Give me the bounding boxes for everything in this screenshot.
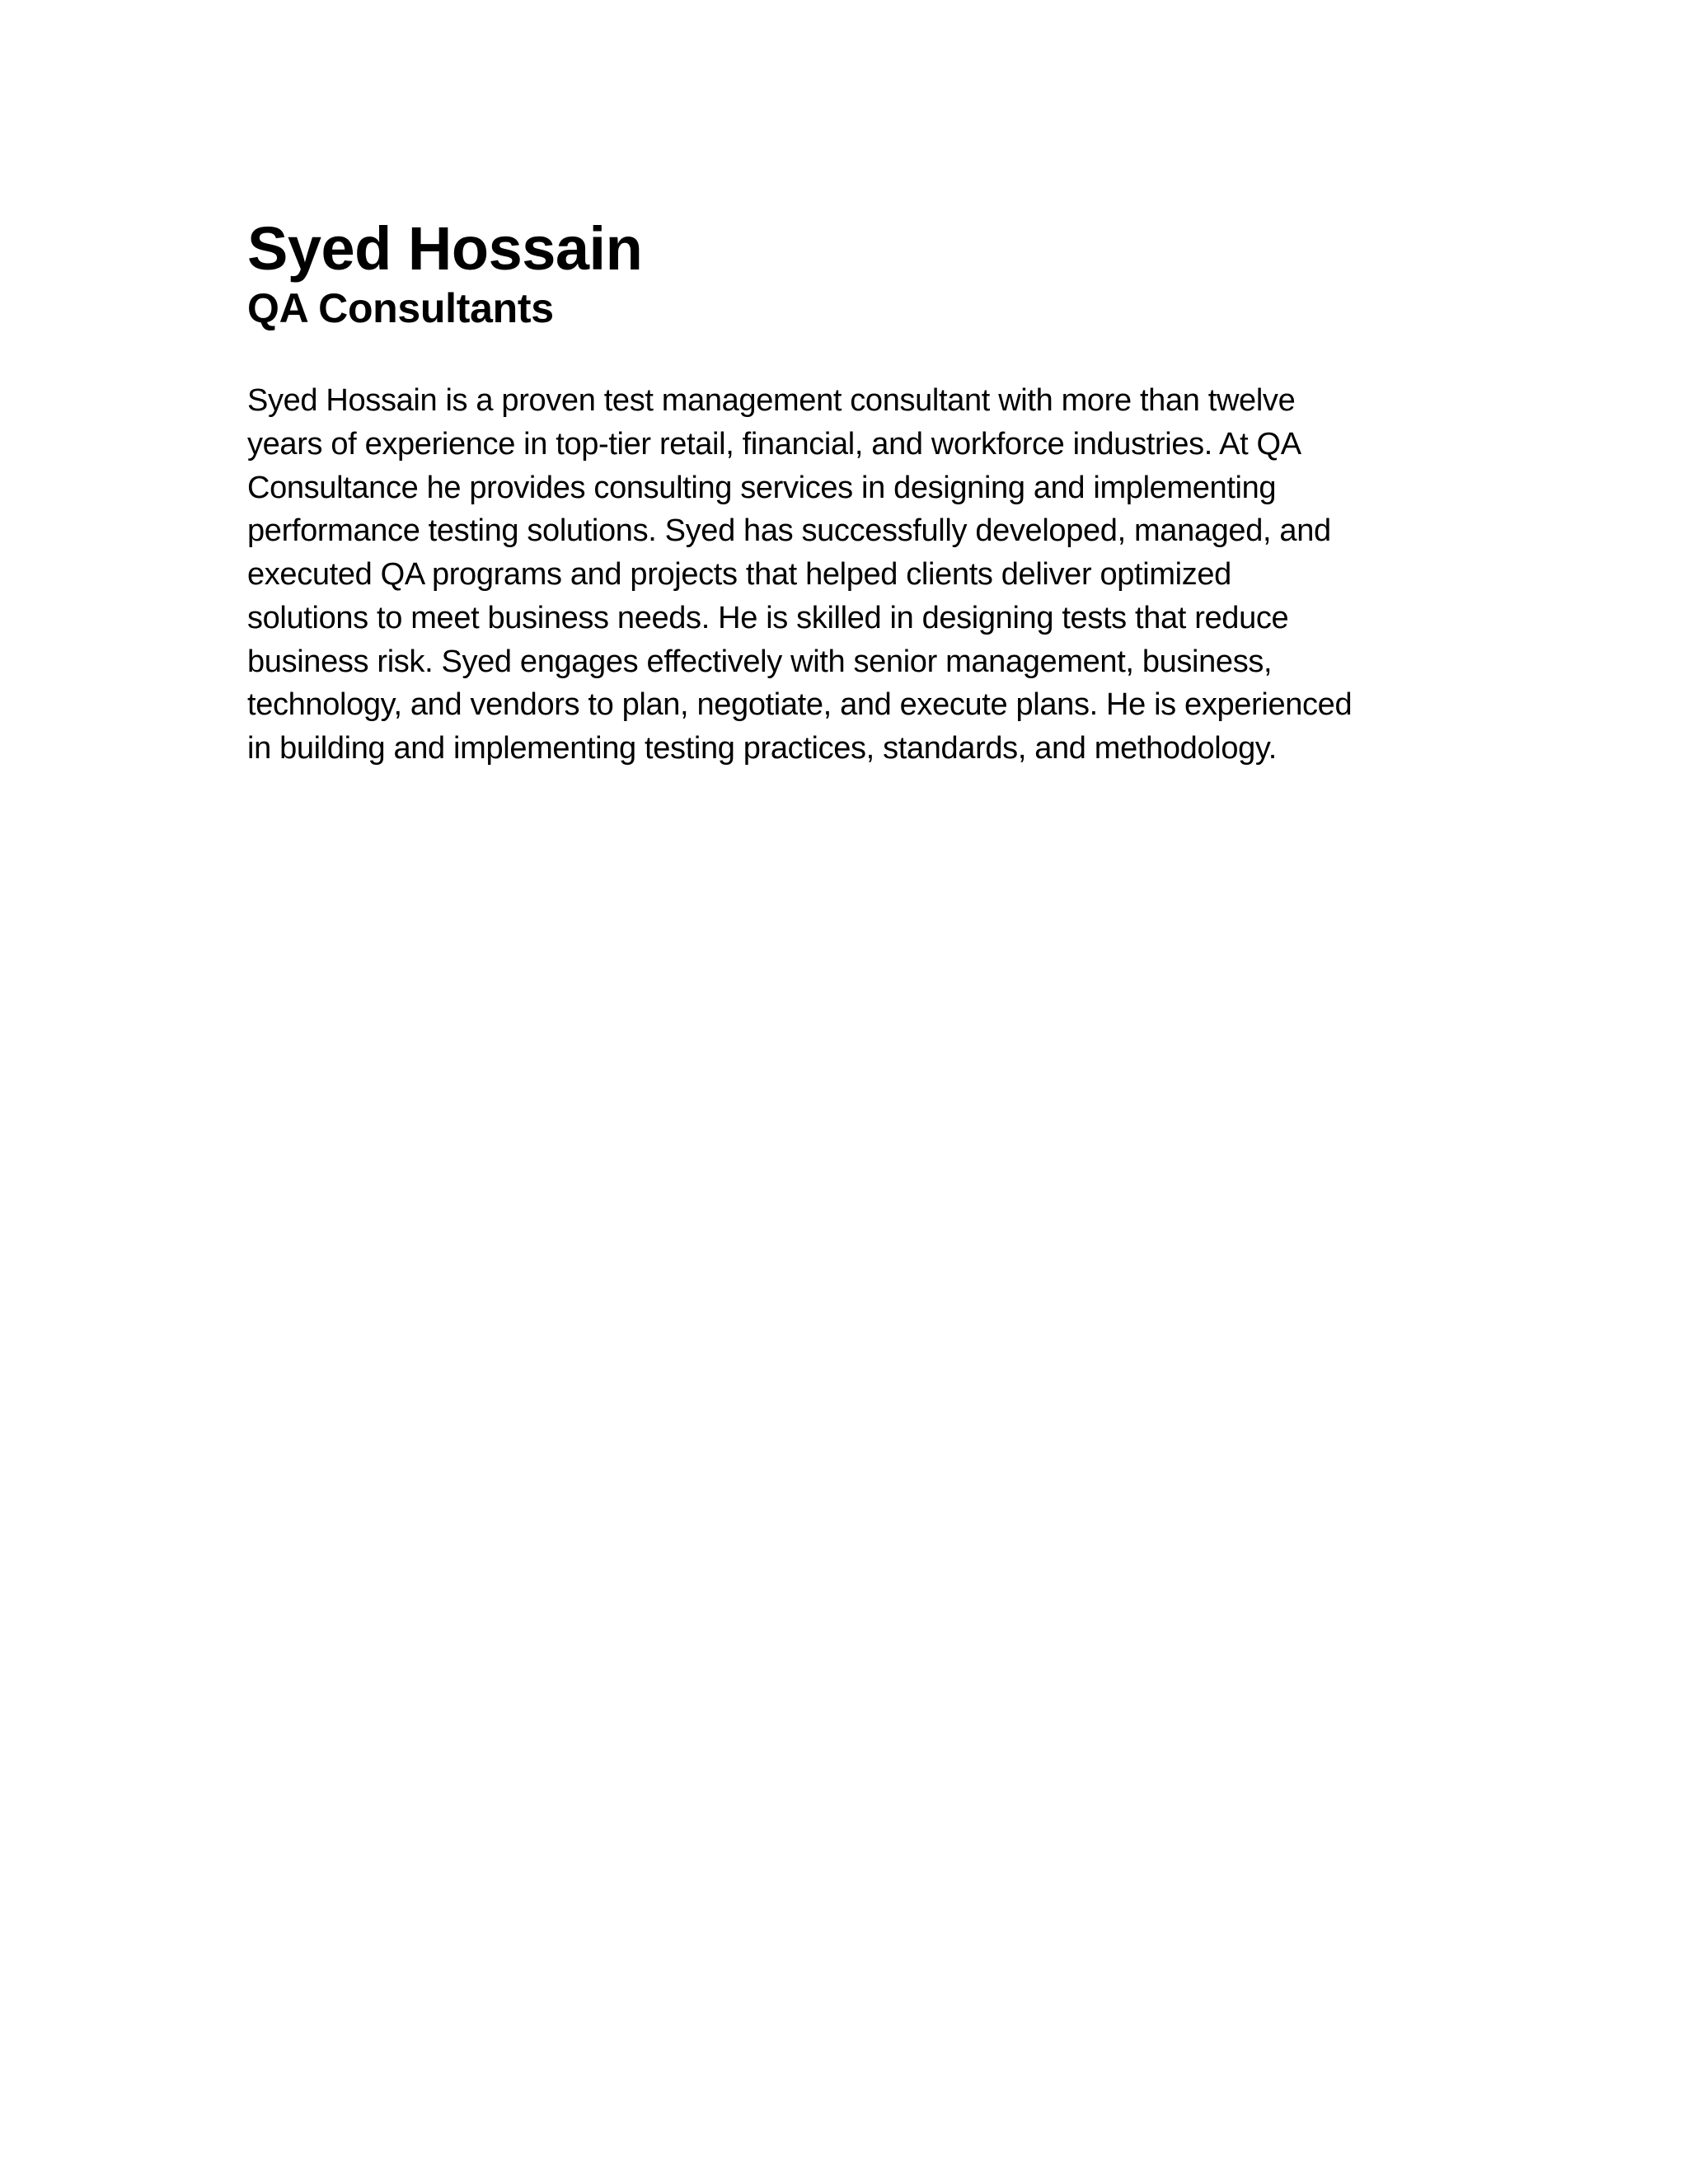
bio-line: business risk. Syed engages effectively with senior management, business, [247,644,1273,679]
profile-section [247,216,1451,771]
bio-line: in building and implementing testing practices, standards, and methodology. [247,731,1277,766]
bio-line: Syed Hossain is a proven test management consultant with more than twelve [247,382,1296,418]
bio-line: solutions to meet business needs. He is skilled in designing tests that reduce [247,600,1289,635]
profile-company: QA Consultants [247,284,554,331]
bio-line: Consultance he provides consulting services in designing and implementing [247,470,1277,505]
bio-line: years of experience in top-tier retail, financial, and workforce industries. At QA [247,426,1301,462]
bio-line: technology, and vendors to plan, negotiate, and execute plans. He is experienced [247,687,1353,723]
profile-bio [247,379,1451,771]
profile-name: Syed Hossain [247,214,643,283]
bio-line: executed QA programs and projects that helped clients deliver optimized [247,557,1231,593]
bio-line: performance testing solutions. Syed has successfully developed, managed, and [247,513,1331,549]
